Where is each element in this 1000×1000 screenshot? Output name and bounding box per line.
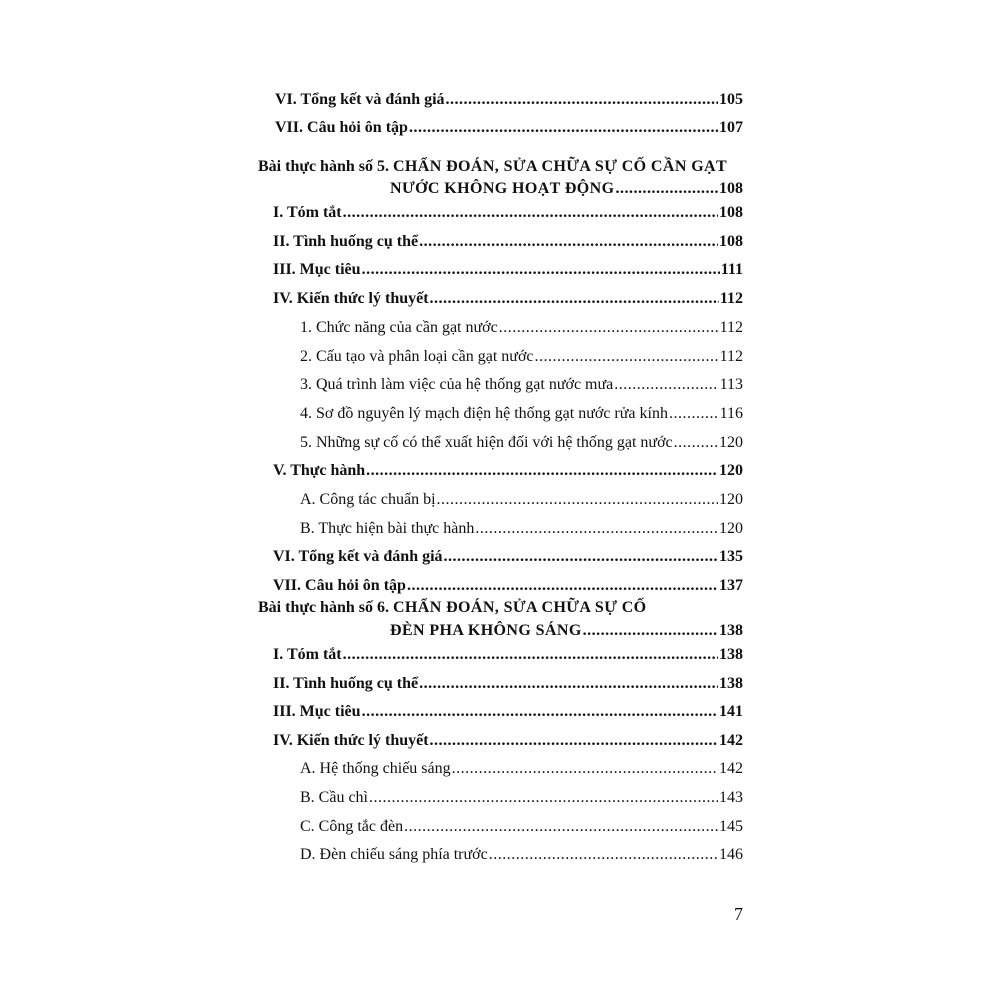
leader-dots bbox=[343, 645, 718, 665]
toc-entry-page: 141 bbox=[719, 703, 743, 721]
toc-entry-label: V. Thực hành bbox=[273, 462, 366, 480]
lesson5-page: 108 bbox=[719, 180, 743, 197]
lesson6-page: 138 bbox=[719, 622, 743, 639]
toc-entry-page: 112 bbox=[719, 318, 743, 336]
lesson6-prefix: Bài thực hành số 6. bbox=[258, 599, 389, 616]
toc-entry-page: 112 bbox=[719, 347, 743, 365]
toc-entry-label: VI. Tổng kết và đánh giá bbox=[273, 548, 443, 566]
toc-entry[interactable] bbox=[300, 404, 743, 424]
toc-entry-label: D. Đèn chiếu sáng phía trước bbox=[300, 846, 488, 864]
toc-entry-label: 1. Chức năng của cần gạt nước bbox=[300, 318, 498, 336]
toc-entry[interactable] bbox=[300, 347, 743, 367]
toc-entry-label: I. Tóm tắt bbox=[273, 646, 342, 663]
toc-entry-page: 105 bbox=[719, 91, 743, 108]
page-number: 7 bbox=[734, 904, 743, 924]
toc-entry-page: 145 bbox=[719, 817, 743, 835]
leader-dots bbox=[419, 674, 718, 694]
toc-entry-label: B. Cầu chì bbox=[300, 789, 368, 806]
lesson5-title-line2: NƯỚC KHÔNG HOẠT ĐỘNG bbox=[390, 180, 615, 197]
toc-entry-label: II. Tình huống cụ thể bbox=[273, 674, 419, 692]
lesson6-heading-line1 bbox=[258, 598, 647, 618]
toc-entry-label: III. Mục tiêu bbox=[273, 703, 361, 721]
leader-dots bbox=[475, 519, 718, 539]
leader-dots bbox=[407, 576, 718, 596]
leader-dots bbox=[343, 203, 718, 223]
leader-dots bbox=[615, 179, 718, 199]
toc-entry[interactable] bbox=[273, 232, 743, 252]
toc-entry-page: 138 bbox=[719, 646, 743, 663]
toc-entry-label: 5. Những sự cố có thể xuất hiện đối với hệ thống gạt nước bbox=[300, 433, 673, 451]
toc-entry-page: 120 bbox=[719, 433, 743, 451]
toc-entry[interactable] bbox=[273, 645, 743, 665]
toc-entry-label: C. Công tắc đèn bbox=[300, 817, 404, 835]
toc-entry[interactable] bbox=[300, 490, 743, 510]
toc-entry[interactable] bbox=[273, 547, 743, 567]
leader-dots bbox=[452, 759, 718, 779]
leader-dots bbox=[669, 404, 719, 424]
toc-entry[interactable] bbox=[273, 731, 743, 751]
leader-dots bbox=[489, 845, 718, 865]
toc-entry-page: 107 bbox=[719, 119, 743, 136]
lesson5-title-line1: CHẨN ĐOÁN, SỬA CHỮA SỰ CỐ CẦN GẠT bbox=[392, 158, 728, 175]
toc-entry-label: A. Công tác chuẩn bị bbox=[300, 491, 436, 508]
toc-entry-label: IV. Kiến thức lý thuyết bbox=[273, 731, 429, 749]
leader-dots bbox=[362, 702, 718, 722]
toc-entry-page: 116 bbox=[719, 404, 743, 422]
toc-entry[interactable] bbox=[300, 318, 743, 338]
toc-entry[interactable] bbox=[300, 433, 743, 453]
toc-entry-page: 120 bbox=[719, 462, 743, 480]
leader-dots bbox=[583, 621, 718, 641]
leader-dots bbox=[366, 461, 718, 481]
toc-entry[interactable] bbox=[273, 702, 743, 722]
leader-dots bbox=[499, 318, 719, 338]
toc-entry-page: 120 bbox=[719, 519, 743, 537]
lesson5-heading-line1 bbox=[258, 157, 727, 177]
toc-entry[interactable] bbox=[300, 375, 743, 395]
toc-entry-page: 135 bbox=[719, 548, 743, 566]
toc-entry-page: 120 bbox=[719, 491, 743, 508]
toc-entry-label: I. Tóm tắt bbox=[273, 204, 342, 221]
toc-entry-page: 112 bbox=[719, 290, 743, 308]
toc-entry-page: 137 bbox=[719, 577, 743, 595]
toc-entry[interactable] bbox=[273, 461, 743, 481]
lesson5-prefix: Bài thực hành số 5. bbox=[258, 158, 389, 175]
leader-dots bbox=[446, 90, 718, 110]
toc-entry-page: 143 bbox=[719, 789, 743, 806]
leader-dots bbox=[535, 347, 719, 367]
toc-entry[interactable] bbox=[273, 289, 743, 309]
leader-dots bbox=[362, 260, 720, 280]
leader-dots bbox=[430, 731, 718, 751]
toc-entry-page: 142 bbox=[719, 760, 743, 778]
toc-entry-page: 108 bbox=[719, 204, 743, 221]
toc-entry-label: III. Mục tiêu bbox=[273, 261, 361, 279]
leader-dots bbox=[369, 788, 718, 808]
leader-dots bbox=[444, 547, 718, 567]
toc-entry[interactable] bbox=[300, 519, 743, 539]
toc-entry-label: A. Hệ thống chiếu sáng bbox=[300, 760, 451, 778]
lesson6-title-line2: ĐÈN PHA KHÔNG SÁNG bbox=[390, 622, 582, 639]
leader-dots bbox=[419, 232, 718, 252]
lesson6-heading-line2[interactable] bbox=[390, 621, 743, 641]
leader-dots bbox=[409, 118, 718, 138]
toc-entry-page: 108 bbox=[719, 232, 743, 250]
toc-entry-label: B. Thực hiện bài thực hành bbox=[300, 519, 475, 537]
toc-entry[interactable] bbox=[273, 203, 743, 223]
toc-entry-page: 113 bbox=[719, 376, 743, 394]
leader-dots bbox=[404, 817, 718, 837]
leader-dots bbox=[614, 375, 718, 395]
toc-entry[interactable] bbox=[300, 845, 743, 865]
toc-entry-label: VII. Câu hỏi ôn tập bbox=[273, 577, 406, 595]
toc-entry-label: 3. Quá trình làm việc của hệ thống gạt nước mưa bbox=[300, 376, 614, 394]
lesson6-title-line1: CHẨN ĐOÁN, SỬA CHỮA SỰ CỐ bbox=[392, 599, 647, 616]
leader-dots bbox=[674, 433, 718, 453]
toc-entry[interactable] bbox=[273, 576, 743, 596]
toc-entry[interactable] bbox=[273, 260, 743, 280]
toc-entry-page: 142 bbox=[719, 731, 743, 749]
leader-dots bbox=[430, 289, 719, 309]
toc-entry[interactable] bbox=[275, 118, 743, 138]
toc-entry-label: IV. Kiến thức lý thuyết bbox=[273, 290, 429, 308]
toc-entry[interactable] bbox=[300, 817, 743, 837]
toc-entry-label: 4. Sơ đồ nguyên lý mạch điện hệ thống gạt nước rửa kính bbox=[300, 404, 668, 422]
toc-entry-page: 146 bbox=[719, 846, 743, 864]
lesson5-heading-line2[interactable] bbox=[390, 179, 743, 199]
toc-entry-label: VII. Câu hỏi ôn tập bbox=[275, 119, 408, 136]
toc-entry[interactable] bbox=[300, 759, 743, 779]
toc-entry-label: II. Tình huống cụ thể bbox=[273, 232, 419, 250]
toc-entry-label: 2. Cấu tạo và phân loại cần gạt nước bbox=[300, 347, 534, 365]
toc-entry-page: 111 bbox=[720, 261, 743, 279]
toc-entry-label: VI. Tổng kết và đánh giá bbox=[275, 91, 445, 108]
toc-entry[interactable] bbox=[273, 674, 743, 694]
toc-entry[interactable] bbox=[300, 788, 743, 808]
toc-entry[interactable] bbox=[275, 90, 743, 110]
leader-dots bbox=[437, 490, 718, 510]
toc-entry-page: 138 bbox=[719, 674, 743, 692]
